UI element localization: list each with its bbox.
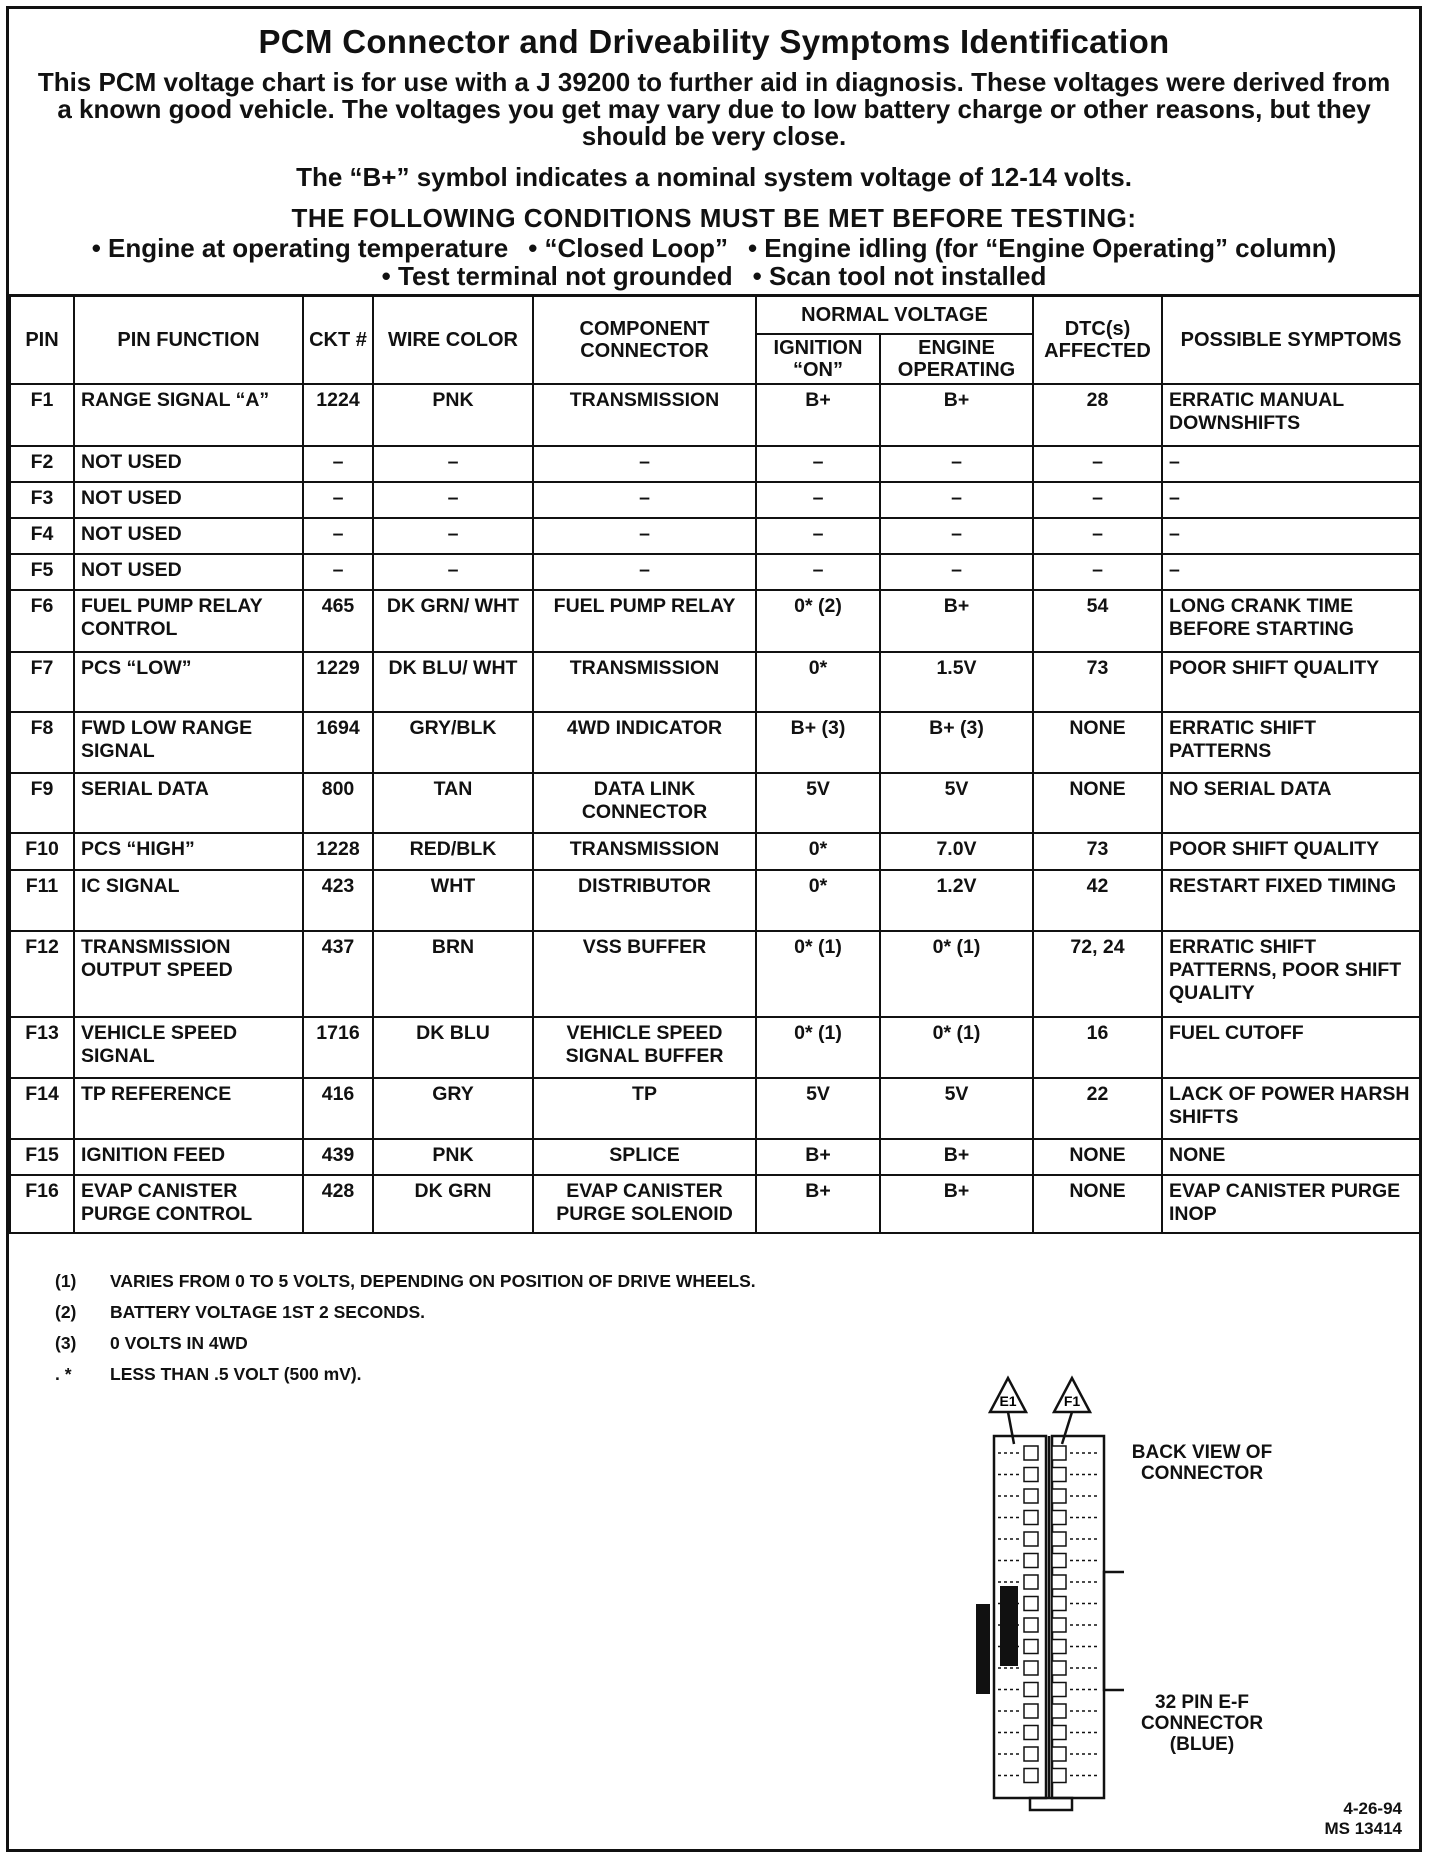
cell-symptoms: ERRATIC SHIFT PATTERNS	[1162, 712, 1420, 773]
cell-component: TRANSMISSION	[533, 384, 756, 446]
cell-function: IC SIGNAL	[74, 870, 303, 931]
connector-diagram	[964, 1354, 1124, 1814]
pin-cavity	[1024, 1769, 1038, 1783]
cell-engine: 5V	[880, 1078, 1033, 1139]
table-row	[10, 482, 1420, 518]
header-engine-operating: ENGINE OPERATING	[880, 334, 1033, 384]
cell-pin: F9	[10, 773, 74, 833]
cell-ignition: 0*	[756, 833, 880, 870]
cell-symptoms: EVAP CANISTER PURGE INOP	[1162, 1175, 1420, 1233]
pin-cavity	[1052, 1726, 1066, 1740]
cell-engine: B+	[880, 384, 1033, 446]
table-row	[10, 518, 1420, 554]
header-normal-voltage: NORMAL VOLTAGE	[756, 296, 1033, 334]
cell-pin: F4	[10, 518, 74, 554]
cell-ignition: 0* (1)	[756, 931, 880, 1017]
pin-table	[9, 295, 1421, 1234]
cell-wire: PNK	[373, 384, 533, 446]
cell-ignition: B+	[756, 384, 880, 446]
cell-component: FUEL PUMP RELAY	[533, 590, 756, 652]
cell-pin: F16	[10, 1175, 74, 1233]
table-row	[10, 446, 1420, 482]
pin-cavity	[1052, 1661, 1066, 1675]
cell-symptoms: –	[1162, 554, 1420, 590]
cell-function: TP REFERENCE	[74, 1078, 303, 1139]
cell-wire: DK BLU/ WHT	[373, 652, 533, 712]
cell-symptoms: NONE	[1162, 1139, 1420, 1175]
cell-engine: 0* (1)	[880, 1017, 1033, 1078]
cell-wire: DK GRN/ WHT	[373, 590, 533, 652]
cell-ckt: 1694	[303, 712, 373, 773]
pin-cavity	[1052, 1554, 1066, 1568]
pin-cavity	[1052, 1640, 1066, 1654]
cell-component: TP	[533, 1078, 756, 1139]
cell-engine: B+	[880, 1139, 1033, 1175]
side-latch	[976, 1604, 990, 1694]
cell-ckt: 439	[303, 1139, 373, 1175]
header-wire: WIRE COLOR	[373, 296, 533, 384]
connector-label: 32 PIN E-F CONNECTOR (BLUE)	[1140, 1692, 1264, 1755]
condition-item: • “Closed Loop”	[528, 233, 728, 263]
cell-symptoms: ERRATIC MANUAL DOWNSHIFTS	[1162, 384, 1420, 446]
cell-symptoms: –	[1162, 482, 1420, 518]
cell-function: PCS “HIGH”	[74, 833, 303, 870]
cell-pin: F6	[10, 590, 74, 652]
cell-component: 4WD INDICATOR	[533, 712, 756, 773]
header-ckt: CKT #	[303, 296, 373, 384]
back-view-label: BACK VIEW OF CONNECTOR	[1131, 1442, 1273, 1484]
pin-cavity	[1024, 1597, 1038, 1611]
header-pin: PIN	[10, 296, 74, 384]
table-row	[10, 590, 1420, 652]
doc-date: 4-26-94	[1343, 1799, 1402, 1818]
cell-engine: –	[880, 518, 1033, 554]
conditions-heading: THE FOLLOWING CONDITIONS MUST BE MET BEFORE TESTING:	[291, 203, 1137, 233]
table-row	[10, 931, 1420, 1017]
footnotes	[55, 1271, 756, 1395]
pin-cavity	[1024, 1468, 1038, 1482]
cell-component: DATA LINK CONNECTOR	[533, 773, 756, 833]
document-page	[6, 6, 1422, 1852]
cell-engine: B+	[880, 1175, 1033, 1233]
table-row	[10, 773, 1420, 833]
cell-ignition: 0* (1)	[756, 1017, 880, 1078]
cell-ignition: –	[756, 482, 880, 518]
cell-dtc: NONE	[1033, 1139, 1162, 1175]
cell-function: FUEL PUMP RELAY CONTROL	[74, 590, 303, 652]
pin-cavity	[1024, 1554, 1038, 1568]
pin-cavity	[1052, 1704, 1066, 1718]
pin-cavity	[1052, 1618, 1066, 1632]
latch-block	[1104, 1572, 1124, 1690]
cell-pin: F3	[10, 482, 74, 518]
cell-ignition: B+	[756, 1175, 880, 1233]
cell-pin: F7	[10, 652, 74, 712]
cell-function: NOT USED	[74, 518, 303, 554]
cell-engine: –	[880, 446, 1033, 482]
cell-pin: F10	[10, 833, 74, 870]
cell-component: TRANSMISSION	[533, 833, 756, 870]
cell-symptoms: ERRATIC SHIFT PATTERNS, POOR SHIFT QUALITY	[1162, 931, 1420, 1017]
cell-engine: –	[880, 482, 1033, 518]
page-title: PCM Connector and Driveability Symptoms Identification	[258, 23, 1170, 60]
cell-component: EVAP CANISTER PURGE SOLENOID	[533, 1175, 756, 1233]
cell-ignition: 0*	[756, 870, 880, 931]
cell-pin: F11	[10, 870, 74, 931]
pin-cavity	[1052, 1683, 1066, 1697]
cell-dtc: NONE	[1033, 712, 1162, 773]
cell-ckt: –	[303, 518, 373, 554]
cell-ckt: 437	[303, 931, 373, 1017]
cell-wire: BRN	[373, 931, 533, 1017]
condition-item: • Test terminal not grounded	[381, 261, 733, 291]
pin-cavity	[1024, 1661, 1038, 1675]
cell-dtc: 72, 24	[1033, 931, 1162, 1017]
cell-function: SERIAL DATA	[74, 773, 303, 833]
cell-component: DISTRIBUTOR	[533, 870, 756, 931]
cell-wire: GRY/BLK	[373, 712, 533, 773]
cell-function: NOT USED	[74, 482, 303, 518]
cell-dtc: 28	[1033, 384, 1162, 446]
cell-dtc: –	[1033, 482, 1162, 518]
cell-wire: –	[373, 554, 533, 590]
table-row	[10, 1078, 1420, 1139]
pin-cavity	[1024, 1640, 1038, 1654]
table-row	[10, 554, 1420, 590]
pin-cavity	[1052, 1489, 1066, 1503]
pin-cavity	[1024, 1747, 1038, 1761]
cell-dtc: 73	[1033, 652, 1162, 712]
cell-dtc: NONE	[1033, 773, 1162, 833]
footnote-3: (3) 0 VOLTS IN 4WD	[55, 1333, 248, 1353]
pin-cavity	[1024, 1511, 1038, 1525]
doc-stamp	[1302, 1799, 1402, 1839]
cell-ignition: –	[756, 554, 880, 590]
pin-cavity	[1024, 1446, 1038, 1460]
cell-ignition: –	[756, 446, 880, 482]
cell-dtc: –	[1033, 554, 1162, 590]
cell-symptoms: POOR SHIFT QUALITY	[1162, 833, 1420, 870]
pin-cavity	[1052, 1468, 1066, 1482]
cell-wire: RED/BLK	[373, 833, 533, 870]
pin-cavity	[1024, 1618, 1038, 1632]
table-row	[10, 1017, 1420, 1078]
cell-function: NOT USED	[74, 446, 303, 482]
cell-component: VSS BUFFER	[533, 931, 756, 1017]
cell-wire: DK GRN	[373, 1175, 533, 1233]
cell-ckt: 1229	[303, 652, 373, 712]
cell-pin: F2	[10, 446, 74, 482]
cell-component: –	[533, 482, 756, 518]
cell-wire: –	[373, 446, 533, 482]
cell-engine: 7.0V	[880, 833, 1033, 870]
header	[9, 9, 1419, 297]
cell-symptoms: –	[1162, 518, 1420, 554]
pin-cavity	[1024, 1489, 1038, 1503]
cell-dtc: 22	[1033, 1078, 1162, 1139]
cell-wire: GRY	[373, 1078, 533, 1139]
cell-dtc: 54	[1033, 590, 1162, 652]
condition-item: • Engine idling (for “Engine Operating” column)	[747, 233, 1337, 263]
cell-component: SPLICE	[533, 1139, 756, 1175]
cell-ckt: 423	[303, 870, 373, 931]
cell-ckt: –	[303, 482, 373, 518]
cell-ckt: 1716	[303, 1017, 373, 1078]
lock-tab	[1000, 1586, 1018, 1666]
cell-dtc: 73	[1033, 833, 1162, 870]
cell-symptoms: –	[1162, 446, 1420, 482]
cell-engine: B+ (3)	[880, 712, 1033, 773]
cell-engine: 1.2V	[880, 870, 1033, 931]
table-row	[10, 1175, 1420, 1233]
cell-ckt: 1224	[303, 384, 373, 446]
pin-cavity	[1052, 1446, 1066, 1460]
cell-pin: F12	[10, 931, 74, 1017]
cell-function: VEHICLE SPEED SIGNAL	[74, 1017, 303, 1078]
cell-function: NOT USED	[74, 554, 303, 590]
cell-ckt: 1228	[303, 833, 373, 870]
cell-symptoms: NO SERIAL DATA	[1162, 773, 1420, 833]
pin-cavity	[1024, 1726, 1038, 1740]
cell-ignition: 5V	[756, 1078, 880, 1139]
cell-dtc: NONE	[1033, 1175, 1162, 1233]
cell-symptoms: RESTART FIXED TIMING	[1162, 870, 1420, 931]
footnote-star: . * LESS THAN .5 VOLT (500 mV).	[55, 1364, 362, 1384]
cell-pin: F15	[10, 1139, 74, 1175]
doc-code: MS 13414	[1324, 1819, 1402, 1838]
cell-ckt: –	[303, 554, 373, 590]
cell-symptoms: LACK OF POWER HARSH SHIFTS	[1162, 1078, 1420, 1139]
cell-dtc: –	[1033, 446, 1162, 482]
cell-pin: F14	[10, 1078, 74, 1139]
cell-component: –	[533, 518, 756, 554]
cell-ckt: 465	[303, 590, 373, 652]
table-row	[10, 652, 1420, 712]
cell-ckt: –	[303, 446, 373, 482]
cell-dtc: 42	[1033, 870, 1162, 931]
cell-function: RANGE SIGNAL “A”	[74, 384, 303, 446]
table-row	[10, 870, 1420, 931]
pin-cavity	[1052, 1532, 1066, 1546]
cell-ignition: B+	[756, 1139, 880, 1175]
pin-cavity	[1024, 1683, 1038, 1697]
header-symptoms: POSSIBLE SYMPTOMS	[1162, 296, 1420, 384]
cell-ignition: 5V	[756, 773, 880, 833]
header-dtc: DTC(s) AFFECTED	[1033, 296, 1162, 384]
cell-engine: 1.5V	[880, 652, 1033, 712]
footnote-1: (1) VARIES FROM 0 TO 5 VOLTS, DEPENDING ON POSITION OF DRIVE WHEELS.	[55, 1271, 756, 1291]
conditions-row-2	[9, 262, 1419, 290]
cell-function: PCS “LOW”	[74, 652, 303, 712]
cell-ckt: 416	[303, 1078, 373, 1139]
cell-ckt: 800	[303, 773, 373, 833]
header-ignition-on: IGNITION “ON”	[756, 334, 880, 384]
f1-tag-label: F1	[1063, 1393, 1081, 1409]
table-row	[10, 712, 1420, 773]
cell-wire: WHT	[373, 870, 533, 931]
cell-ignition: 0*	[756, 652, 880, 712]
cell-symptoms: FUEL CUTOFF	[1162, 1017, 1420, 1078]
cell-pin: F13	[10, 1017, 74, 1078]
cell-pin: F8	[10, 712, 74, 773]
pin-cavity	[1052, 1769, 1066, 1783]
table-row	[10, 1139, 1420, 1175]
pin-cavity	[1024, 1575, 1038, 1589]
cell-wire: –	[373, 518, 533, 554]
cell-ignition: –	[756, 518, 880, 554]
condition-item: • Engine at operating temperature	[91, 233, 509, 263]
pin-cavity	[1052, 1747, 1066, 1761]
cell-ignition: 0* (2)	[756, 590, 880, 652]
cell-function: TRANSMISSION OUTPUT SPEED	[74, 931, 303, 1017]
cell-function: IGNITION FEED	[74, 1139, 303, 1175]
cell-component: –	[533, 446, 756, 482]
pin-cavity	[1052, 1511, 1066, 1525]
cell-symptoms: POOR SHIFT QUALITY	[1162, 652, 1420, 712]
table-row	[10, 833, 1420, 870]
cell-engine: 0* (1)	[880, 931, 1033, 1017]
cell-pin: F5	[10, 554, 74, 590]
header-function: PIN FUNCTION	[74, 296, 303, 384]
cell-dtc: –	[1033, 518, 1162, 554]
header-component: COMPONENT CONNECTOR	[533, 296, 756, 384]
cell-component: VEHICLE SPEED SIGNAL BUFFER	[533, 1017, 756, 1078]
cell-component: TRANSMISSION	[533, 652, 756, 712]
cell-engine: B+	[880, 590, 1033, 652]
pin-cavity	[1052, 1597, 1066, 1611]
intro-paragraph: This PCM voltage chart is for use with a J 39200 to further aid in diagnosis. These voltages were derived from a known good vehicle. The voltages you get may vary due to low battery charge or other reasons, but they should be very close.	[37, 67, 1391, 151]
cell-wire: DK BLU	[373, 1017, 533, 1078]
cell-function: FWD LOW RANGE SIGNAL	[74, 712, 303, 773]
condition-item: • Scan tool not installed	[752, 261, 1047, 291]
cell-wire: TAN	[373, 773, 533, 833]
cell-symptoms: LONG CRANK TIME BEFORE STARTING	[1162, 590, 1420, 652]
cell-function: EVAP CANISTER PURGE CONTROL	[74, 1175, 303, 1233]
cell-pin: F1	[10, 384, 74, 446]
pin-cavity	[1024, 1704, 1038, 1718]
pin-cavity	[1052, 1575, 1066, 1589]
cell-engine: 5V	[880, 773, 1033, 833]
cell-dtc: 16	[1033, 1017, 1162, 1078]
bplus-note: The “B+” symbol indicates a nominal system voltage of 12-14 volts.	[296, 162, 1132, 192]
cell-engine: –	[880, 554, 1033, 590]
table-row	[10, 384, 1420, 446]
cell-wire: PNK	[373, 1139, 533, 1175]
conditions-row-1	[9, 234, 1419, 262]
cell-ignition: B+ (3)	[756, 712, 880, 773]
cell-component: –	[533, 554, 756, 590]
footnote-2: (2) BATTERY VOLTAGE 1ST 2 SECONDS.	[55, 1302, 426, 1322]
cell-ckt: 428	[303, 1175, 373, 1233]
e1-tag-label: E1	[999, 1393, 1017, 1409]
cell-wire: –	[373, 482, 533, 518]
pin-cavity	[1024, 1532, 1038, 1546]
